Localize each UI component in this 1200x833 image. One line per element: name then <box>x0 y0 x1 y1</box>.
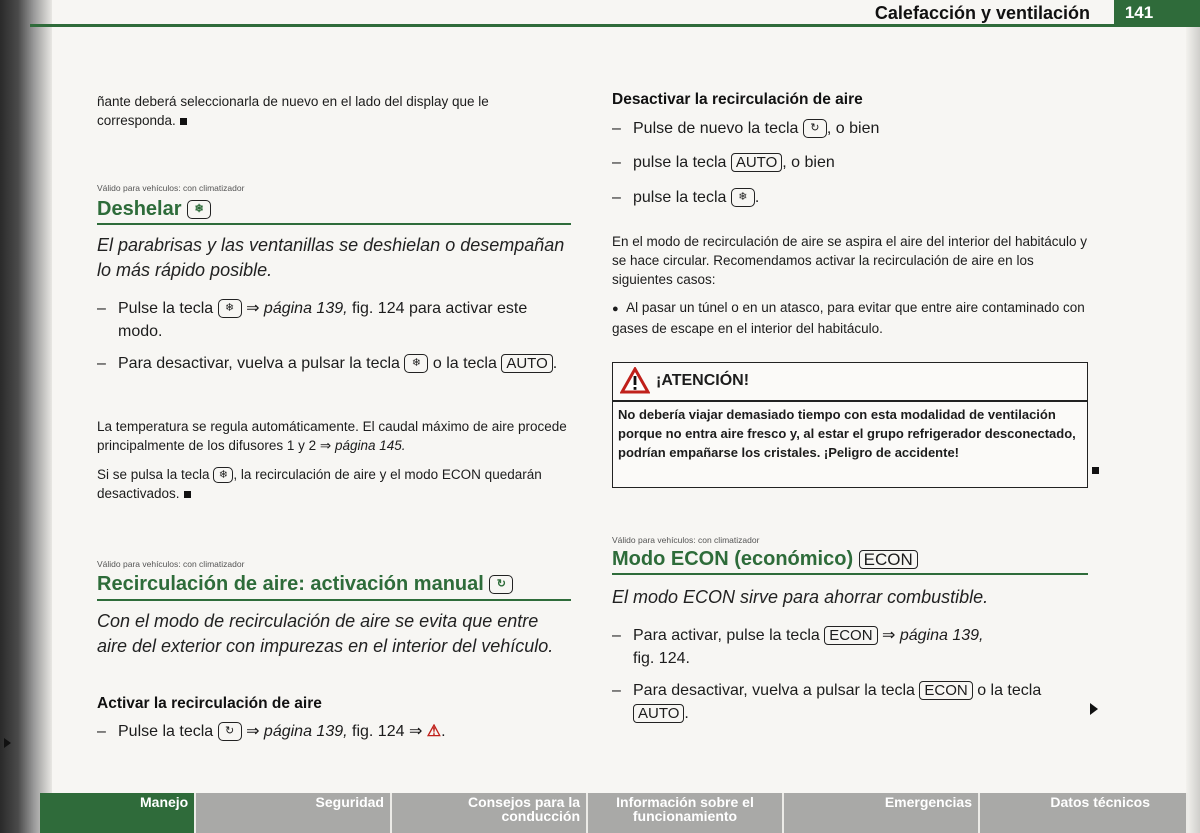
deact-item-3: – pulse la tecla ❄ . <box>612 186 1088 209</box>
deshelar-item-2: – Para desactivar, vuelva a pulsar la tecla ❄ o la tecla AUTO . <box>97 352 571 375</box>
bullet-icon: ● <box>612 303 619 315</box>
deshelar-para-2: Si se pulsa la tecla ❄ , la recirculación de aire y el modo ECON quedarán desactivados. <box>97 467 542 501</box>
chapter-title: Calefacción y ventilación <box>874 3 1090 23</box>
recirc-bullet: ● Al pasar un túnel o en un atasco, para evitar que entre aire contaminado con gases de escape en el interior del habitáculo. <box>612 300 1085 336</box>
dash-marker: – <box>612 154 621 171</box>
footer-nav <box>40 793 1188 833</box>
recirculation-icon: ↻ <box>803 119 827 138</box>
dash-marker: – <box>97 300 106 317</box>
recirculation-icon: ↻ <box>218 722 242 741</box>
warning-triangle-icon <box>620 367 650 394</box>
econ-title: Modo ECON (económico) ECON <box>612 548 918 571</box>
warning-title: ¡ATENCIÓN! <box>656 372 750 389</box>
deact-item-2: – pulse la tecla AUTO , o bien <box>612 151 1088 174</box>
auto-key: AUTO <box>633 704 684 723</box>
end-marker-icon <box>1092 467 1099 474</box>
econ-item-2: – Para desactivar, vuelva a pulsar la tecla ECON o la tecla AUTO . <box>612 679 1088 725</box>
recirc-activate-item: – Pulse la tecla ↻ ⇒ página 139, fig. 124 ⇒ ⚠. <box>97 720 571 743</box>
deshelar-rule <box>97 223 571 225</box>
footer-tab-informacion[interactable]: Información sobre el funcionamiento <box>588 793 784 833</box>
dash-marker: – <box>612 627 621 644</box>
warning-triangle-icon: ⚠ <box>426 723 442 740</box>
econ-key: ECON <box>859 550 918 569</box>
footer-tab-seguridad[interactable]: Seguridad <box>196 793 392 833</box>
recirc-validity: Válido para vehículos: con climatizador <box>97 559 245 569</box>
footer-tab-emergencias[interactable]: Emergencias <box>784 793 980 833</box>
auto-key: AUTO <box>501 354 552 373</box>
intro-paragraph: ñante deberá seleccionarla de nuevo en el lado del display que le corresponda. <box>97 94 489 128</box>
end-marker-icon <box>180 118 187 125</box>
recirc-paragraph: En el modo de recirculación de aire se aspira el aire del interior del habitáculo y se hace circular. Recomendamos activar la recirculación de aire en los siguientes casos: <box>612 234 1088 287</box>
recirc-rule <box>97 599 571 601</box>
econ-validity: Válido para vehículos: con climatizador <box>612 535 760 545</box>
dash-marker: – <box>612 189 621 206</box>
deshelar-title: Deshelar ❄ <box>97 198 211 221</box>
margin-arrow-icon <box>4 738 11 748</box>
recirc-deactivate-subhead: Desactivar la recirculación de aire <box>612 91 863 108</box>
defrost-icon: ❄ <box>213 467 233 483</box>
econ-rule <box>612 573 1088 575</box>
deact-item-1: – Pulse de nuevo la tecla ↻ , o bien <box>612 117 1088 140</box>
defrost-icon: ❄ <box>218 299 242 318</box>
recirc-title: Recirculación de aire: activación manual ↻ <box>97 573 513 596</box>
auto-key: AUTO <box>731 153 782 172</box>
econ-key: ECON <box>919 681 972 700</box>
page-number: 141 <box>1124 3 1154 22</box>
deshelar-para-1: La temperatura se regula automáticamente. El caudal máximo de aire procede principalmente de los difusores 1 y 2 ⇒ página 145. <box>97 419 567 453</box>
econ-lead: El modo ECON sirve para ahorrar combustible. <box>612 587 989 607</box>
dash-marker: – <box>612 682 621 699</box>
recirc-lead: Con el modo de recirculación de aire se evita que entre aire del exterior con impurezas en el interior del vehículo. <box>97 611 554 656</box>
defrost-icon: ❄ <box>731 188 755 207</box>
footer-tab-consejos[interactable]: Consejos para la conducción <box>392 793 588 833</box>
recirc-activate-subhead: Activar la recirculación de aire <box>97 695 322 712</box>
footer-tab-manejo[interactable]: Manejo <box>40 793 196 833</box>
deshelar-validity: Válido para vehículos: con climatizador <box>97 183 245 193</box>
recirculation-icon: ↻ <box>489 575 513 594</box>
defrost-icon: ❄ <box>187 200 211 219</box>
page-edge <box>1186 0 1200 833</box>
header-rule <box>30 24 1158 27</box>
footer-tab-datos-tecnicos[interactable]: Datos técnicos <box>980 793 1188 833</box>
dash-marker: – <box>97 355 106 372</box>
warning-header-rule <box>612 400 1088 402</box>
warning-text: No debería viajar demasiado tiempo con esta modalidad de ventilación porque no entra aire fresco y, al estar el grupo refrigerador desconectado, podrían empañarse los cristales. ¡Peligro de accidente! <box>618 407 1076 460</box>
continue-arrow-icon <box>1090 703 1098 715</box>
defrost-icon: ❄ <box>404 354 428 373</box>
dash-marker: – <box>97 723 106 740</box>
econ-item-1: – Para activar, pulse la tecla ECON ⇒ página 139, fig. 124. <box>612 624 1088 670</box>
dash-marker: – <box>612 120 621 137</box>
page-binding-shadow <box>0 0 52 833</box>
econ-key: ECON <box>824 626 877 645</box>
deshelar-item-1: – Pulse la tecla ❄ ⇒ página 139, fig. 124 para activar este modo. <box>97 297 571 343</box>
deshelar-lead: El parabrisas y las ventanillas se deshielan o desempañan lo más rápido posible. <box>97 235 565 280</box>
end-marker-icon <box>184 491 191 498</box>
